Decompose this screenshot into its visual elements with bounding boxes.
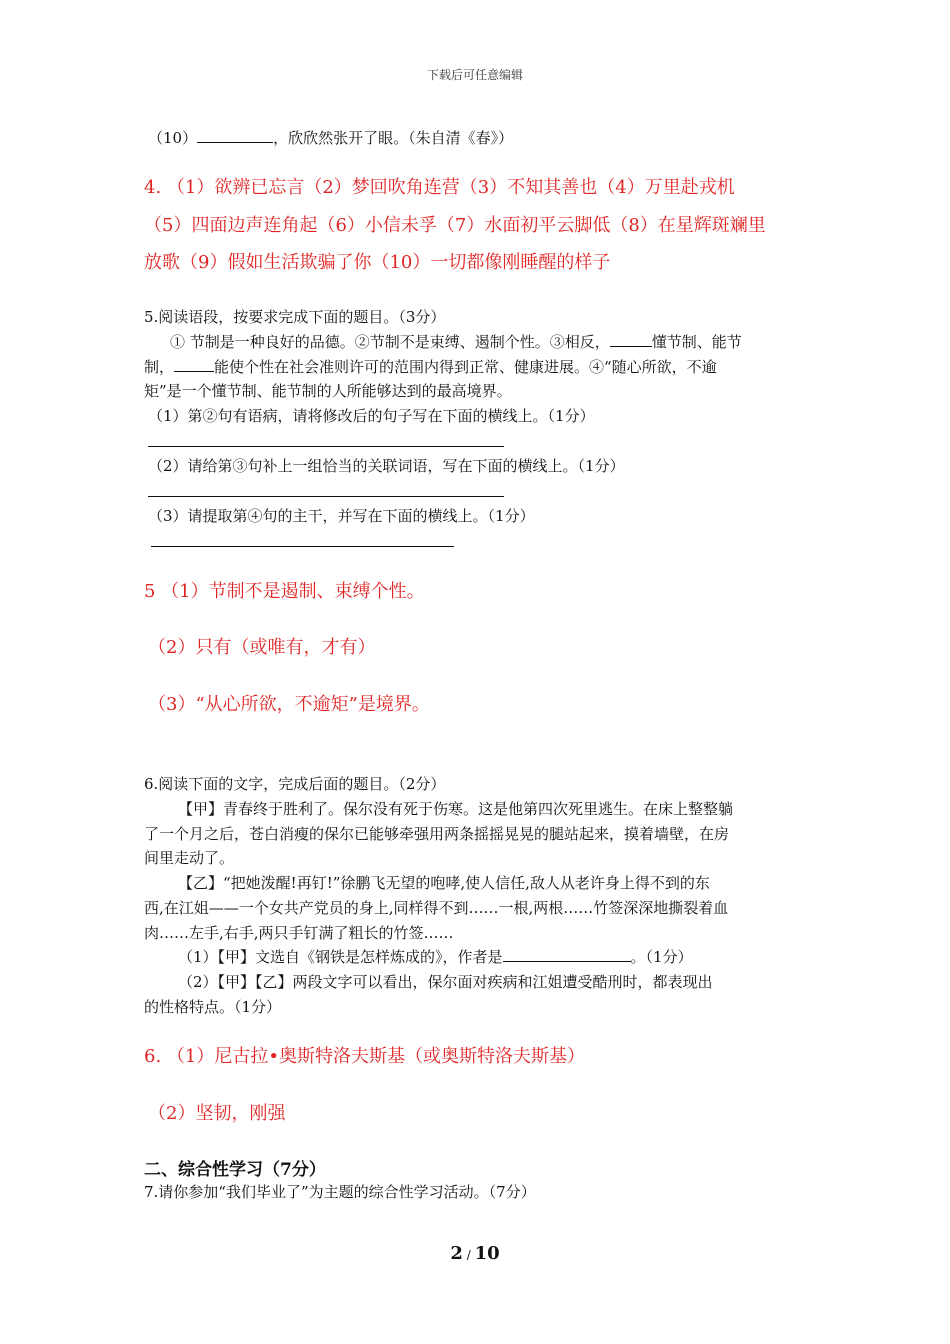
total-pages: 10 bbox=[474, 1243, 500, 1264]
q5-passage-line-1 bbox=[170, 331, 742, 352]
q6-jia-line-2: 了一个月之后，苍白消瘦的保尔已能够牵强用两条摇摇晃晃的腿站起来，摸着墙壁，在房 bbox=[144, 825, 730, 843]
q6-sub-2: （2）【甲】【乙】两段文字可以看出，保尔面对疾病和江姐遭受酷刑时，都表现出 bbox=[178, 973, 713, 991]
answer-line[interactable] bbox=[148, 446, 504, 447]
fill-blank-line[interactable] bbox=[610, 331, 652, 347]
answer-5-line-1: 5 （1）节制不是遏制、束缚个性。 bbox=[144, 581, 425, 602]
q5-passage-text: 能使个性在社会准则许可的范围内得到正常、健康进展。④“随心所欲，不逾 bbox=[214, 358, 717, 376]
q4-line-10-prefix: （10） bbox=[148, 129, 198, 147]
answer-line[interactable] bbox=[148, 496, 504, 497]
page-number bbox=[0, 1243, 950, 1264]
q5-passage-line-3: 矩”是一个懂节制、能节制的人所能够达到的最高境界。 bbox=[144, 382, 512, 400]
q6-jia-line-1: 【甲】青春终于胜利了。保尔没有死于伤寒。这是他第四次死里逃生。在床上整整躺 bbox=[178, 800, 734, 818]
answer-6-line-2: （2）坚韧，刚强 bbox=[148, 1103, 286, 1124]
q6-sub-1-text: （1）【甲】文选自《钢铁是怎样炼成的》，作者是 bbox=[178, 948, 503, 966]
q5-passage-text: 制， bbox=[144, 358, 175, 376]
page-separator: / bbox=[462, 1248, 475, 1262]
q5-passage-text: ① 节制是一种良好的品德。②节制不是束缚、遏制个性。③相反， bbox=[170, 333, 610, 351]
q6-title: 6.阅读下面的文字，完成后面的题目。（2分） bbox=[144, 775, 446, 793]
answer-line[interactable] bbox=[151, 546, 454, 547]
q5-sub-3: （3）请提取第④句的主干，并写在下面的横线上。（1分） bbox=[148, 507, 535, 525]
fill-blank-line[interactable] bbox=[503, 946, 631, 962]
q5-title: 5.阅读语段，按要求完成下面的题目。（3分） bbox=[144, 308, 446, 326]
answer-4-line-3: 放歌（9）假如生活欺骗了你（10）一切都像刚睡醒的样子 bbox=[144, 252, 611, 273]
section-2-heading: 二、综合性学习（7分） bbox=[144, 1160, 326, 1180]
answer-4-line-1: 4. （1）欲辨已忘言（2）梦回吹角连营（3）不知其善也（4）万里赴戎机 bbox=[144, 177, 735, 198]
answer-6-line-1: 6. （1）尼古拉•奥斯特洛夫斯基（或奥斯特洛夫斯基） bbox=[144, 1046, 585, 1067]
q6-sub-2-cont: 的性格特点。（1分） bbox=[144, 998, 282, 1016]
q6-sub-1-suffix: 。（1分） bbox=[630, 948, 693, 966]
q5-sub-2: （2）请给第③句补上一组恰当的关联词语，写在下面的横线上。（1分） bbox=[148, 457, 625, 475]
q6-sub-1 bbox=[178, 946, 693, 967]
current-page: 2 bbox=[450, 1243, 463, 1264]
q6-yi-line-2: 西,在江姐——一个女共产党员的身上,同样得不到……一根,两根……竹签深深地撕裂着血 bbox=[144, 899, 729, 917]
q7-text: 7.请你参加“我们毕业了”为主题的综合性学习活动。（7分） bbox=[144, 1183, 536, 1201]
q6-jia-line-3: 间里走动了。 bbox=[144, 849, 235, 867]
q4-line-10-suffix: ，欣欣然张开了眼。（朱自清《春》） bbox=[273, 129, 514, 147]
answer-5-line-2: （2）只有（或唯有，才有） bbox=[148, 637, 376, 658]
q5-passage-line-2 bbox=[144, 356, 717, 377]
q5-passage-text: 懂节制、能节 bbox=[651, 333, 742, 351]
answer-4-line-2: （5）四面边声连角起（6）小信未孚（7）水面初平云脚低（8）在星辉斑斓里 bbox=[144, 215, 766, 236]
q6-yi-line-3: 肉……左手,右手,两只手钉满了粗长的竹签…… bbox=[144, 924, 454, 942]
q4-line-10 bbox=[148, 127, 513, 148]
fill-blank-line[interactable] bbox=[197, 127, 273, 143]
fill-blank-line[interactable] bbox=[174, 356, 214, 372]
q6-yi-line-1: 【乙】“把她泼醒!再钉!”徐鹏飞无望的咆哮,使人信任,敌人从老许身上得不到的东 bbox=[178, 874, 710, 892]
answer-5-line-3: （3）“从心所欲，不逾矩”是境界。 bbox=[148, 694, 430, 715]
page-header: 下载后可任意编辑 bbox=[426, 68, 523, 82]
q5-sub-1: （1）第②句有语病，请将修改后的句子写在下面的横线上。（1分） bbox=[148, 407, 595, 425]
